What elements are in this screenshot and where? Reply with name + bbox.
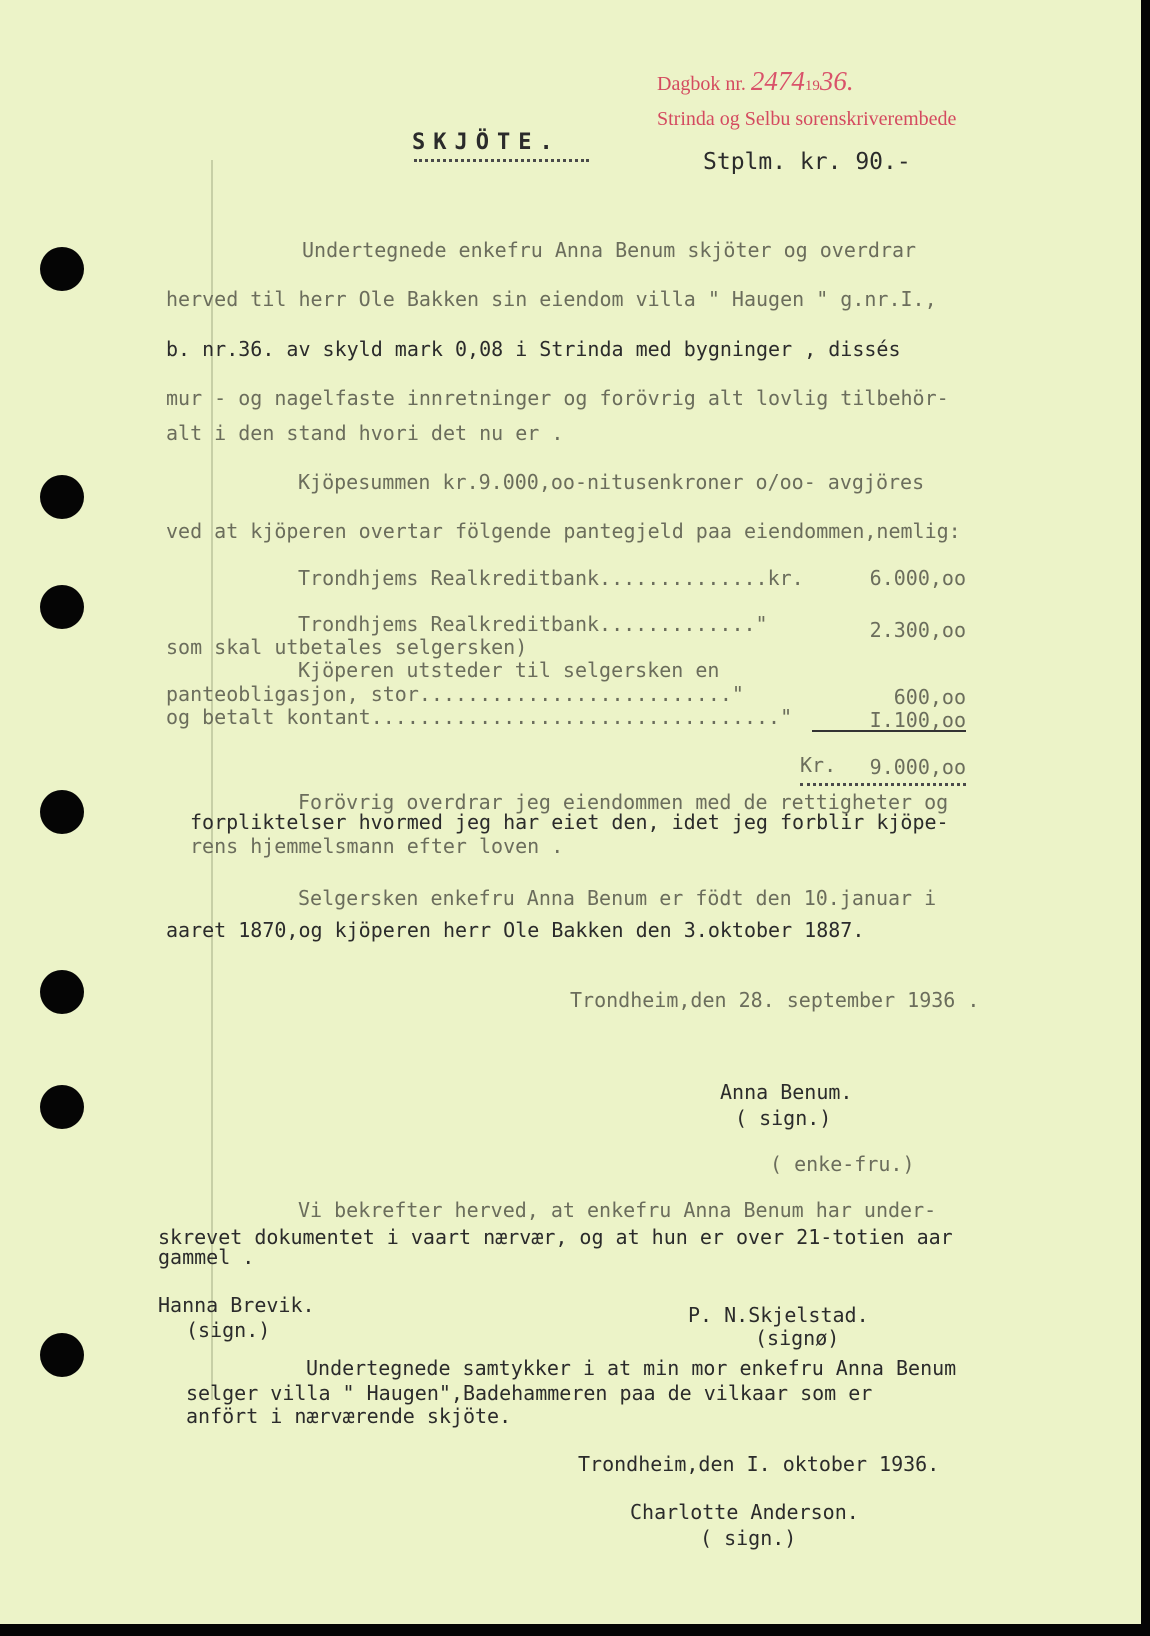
year-prefix: 19 — [804, 78, 820, 94]
para3-line1: Forövrig overdrar jeg eiendommen med de rettigheter og — [298, 790, 949, 814]
para1-line1: Undertegnede enkefru Anna Benum skjöter og overdrar — [302, 238, 917, 262]
seller-name: Anna Benum. — [720, 1080, 853, 1104]
para4-line1: Selgersken enkefru Anna Benum er födt den 10.januar i — [298, 886, 937, 910]
punch-hole — [40, 585, 84, 629]
para5-line3: gammel . — [158, 1245, 255, 1269]
payment-item1: Trondhjems Realkreditbank..............kr. — [298, 566, 804, 590]
place-date2: Trondheim,den I. oktober 1936. — [578, 1452, 940, 1476]
punch-hole — [40, 1333, 84, 1377]
para3-line3: rens hjemmelsmann efter loven . — [190, 834, 564, 858]
dagbok-stamp — [657, 66, 854, 97]
para6-line1: Undertegnede samtykker i at min mor enkefru Anna Benum — [306, 1356, 957, 1380]
punch-hole — [40, 790, 84, 834]
title-underline — [414, 159, 589, 162]
office-stamp: Strinda og Selbu sorenskriverembede — [657, 108, 957, 130]
document-title: SKJÖTE. — [412, 130, 561, 155]
year-suffix: 36. — [819, 66, 854, 96]
para1-line5: alt i den stand hvori det nu er . — [166, 421, 564, 445]
para1-line3: b. nr.36. av skyld mark 0,08 i Strinda med bygninger , dissés — [166, 337, 901, 361]
punch-hole — [40, 475, 84, 519]
para2-line1: Kjöpesummen kr.9.000,oo-nitusenkroner o/oo- avgjöres — [298, 470, 925, 494]
witness2-name: P. N.Skjelstad. — [688, 1303, 869, 1327]
payment-item2-amount: 2.300,oo — [869, 618, 966, 642]
stamp-duty: Stplm. kr. 90.- — [703, 149, 911, 175]
total-label: Kr. — [800, 753, 837, 777]
para5-line1: Vi bekrefter herved, at enkefru Anna Benum har under- — [298, 1198, 937, 1222]
para2-line2: ved at kjöperen overtar fölgende pantegjeld paa eiendommen,nemlig: — [166, 519, 961, 543]
para6-line2: selger villa " Haugen",Badehammeren paa de vilkaar som er — [186, 1381, 873, 1405]
consent-sign: ( sign.) — [700, 1526, 797, 1550]
witness1-name: Hanna Brevik. — [158, 1293, 315, 1317]
seller-title: ( enke-fru.) — [770, 1152, 915, 1176]
para1-line4: mur - og nagelfaste innretninger og forövrig alt lovlig tilbehör- — [166, 386, 949, 410]
payment-item3-amount: 600,oo — [893, 685, 966, 709]
punch-hole — [40, 970, 84, 1014]
payment-item3-line2: panteobligasjon, stor.........................." — [166, 682, 744, 706]
payment-item3-line1: Kjöperen utsteder til selgersken en — [298, 658, 720, 682]
consent-name: Charlotte Anderson. — [630, 1500, 859, 1524]
dagbok-number: 2474 — [750, 66, 805, 96]
witness1-sign: (sign.) — [186, 1318, 271, 1342]
dagbok-label: Dagbok nr. — [657, 73, 746, 95]
para1-line2: herved til herr Ole Bakken sin eiendom villa " Haugen " g.nr.I., — [166, 287, 937, 311]
para6-line3: anfört i nærværende skjöte. — [186, 1404, 512, 1428]
witness2-sign: (signø) — [755, 1326, 840, 1350]
payment-item1-amount: 6.000,oo — [869, 566, 966, 590]
total-underline — [800, 783, 966, 786]
punch-hole — [40, 247, 84, 291]
place-date: Trondheim,den 28. september 1936 . — [570, 988, 980, 1012]
punch-hole — [40, 1085, 84, 1129]
seller-sign: ( sign.) — [735, 1106, 832, 1130]
payment-item2-note: som skal utbetales selgersken) — [166, 635, 528, 659]
payment-item2: Trondhjems Realkreditbank............." — [298, 612, 768, 636]
total-amount: 9.000,oo — [869, 755, 966, 779]
para4-line2: aaret 1870,og kjöperen herr Ole Bakken den 3.oktober 1887. — [166, 918, 865, 942]
payment-item4: og betalt kontant.................................." — [166, 705, 793, 729]
sum-line — [812, 730, 966, 732]
para3-line2: forpliktelser hvormed jeg har eiet den, idet jeg forblir kjöpe- — [190, 810, 949, 834]
para5-line2: skrevet dokumentet i vaart nærvær, og at hun er over 21-totien aar — [158, 1225, 953, 1249]
payment-item4-amount: I.100,oo — [869, 708, 966, 732]
